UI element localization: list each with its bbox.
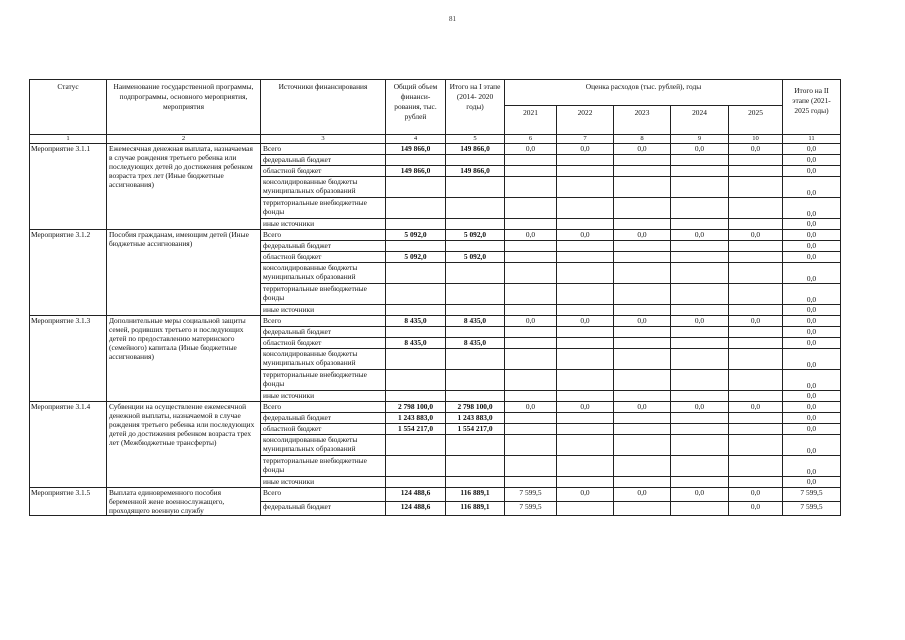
value-cell: 5 092,0	[386, 230, 446, 241]
value-cell	[505, 177, 557, 198]
value-cell	[671, 338, 729, 349]
financing-table	[29, 79, 841, 516]
table-body	[30, 135, 841, 516]
value-cell	[729, 370, 783, 391]
header-name: Наименование государственной программы, подпрограммы, основного мероприятия, мероприятия	[107, 80, 261, 135]
stage2-total-cell: 0,0	[783, 198, 841, 219]
source-label: консолидированные бюджеты муниципальных образований	[261, 177, 386, 198]
value-cell	[671, 284, 729, 305]
value-cell	[671, 349, 729, 370]
value-cell	[557, 305, 614, 316]
value-cell: 116 889,1	[446, 502, 505, 516]
header-year: 2022	[557, 106, 614, 135]
measure-name: Субвенции на осуществление ежемесячной денежной выплаты, назначаемой в случае рождения третьего ребенка или последующих детей до достижения ребенком возраста трех лет (Межбюджетные трансферты)	[107, 402, 261, 488]
value-cell	[557, 284, 614, 305]
value-cell: 149 866,0	[386, 166, 446, 177]
value-cell	[505, 166, 557, 177]
value-cell	[614, 502, 671, 516]
column-number: 1	[30, 135, 107, 144]
measure-status: Мероприятие 3.1.5	[30, 488, 107, 516]
column-number: 10	[729, 135, 783, 144]
value-cell	[557, 349, 614, 370]
table-row	[30, 402, 841, 413]
table-row	[30, 488, 841, 502]
value-cell	[729, 166, 783, 177]
value-cell	[671, 370, 729, 391]
value-cell: 0,0	[557, 144, 614, 155]
value-cell: 0,0	[671, 144, 729, 155]
value-cell	[446, 155, 505, 166]
header-year: 2024	[671, 106, 729, 135]
value-cell: 5 092,0	[446, 230, 505, 241]
value-cell	[557, 252, 614, 263]
value-cell	[614, 435, 671, 456]
source-label: территориальные внебюджетные фонды	[261, 198, 386, 219]
value-cell: 0,0	[614, 144, 671, 155]
measure-status: Мероприятие 3.1.4	[30, 402, 107, 488]
value-cell	[505, 349, 557, 370]
header-stage1: Итого на I этапе (2014- 2020 годы)	[446, 80, 505, 135]
value-cell	[729, 305, 783, 316]
stage2-total-cell: 0,0	[783, 144, 841, 155]
measure-name: Ежемесячная денежная выплата, назначаемая в случае рождения третьего ребенка или последующих детей до достижения ребенком возраста трех лет (Иные бюджетные ассигнования)	[107, 144, 261, 230]
value-cell: 0,0	[729, 402, 783, 413]
value-cell	[386, 241, 446, 252]
value-cell	[505, 413, 557, 424]
value-cell	[386, 305, 446, 316]
value-cell: 0,0	[614, 316, 671, 327]
value-cell: 0,0	[505, 144, 557, 155]
stage2-total-cell: 7 599,5	[783, 502, 841, 516]
source-label: областной бюджет	[261, 166, 386, 177]
value-cell: 2 798 100,0	[446, 402, 505, 413]
value-cell	[614, 177, 671, 198]
header-source: Источники финансирования	[261, 80, 386, 135]
measure-name: Выплата единовременного пособия беременной жене военнослужащего, проходящего военную службу	[107, 488, 261, 516]
value-cell: 0,0	[614, 230, 671, 241]
value-cell	[729, 252, 783, 263]
value-cell	[505, 241, 557, 252]
value-cell	[386, 327, 446, 338]
source-label: иные источники	[261, 219, 386, 230]
value-cell	[671, 477, 729, 488]
value-cell: 149 866,0	[446, 166, 505, 177]
source-label: областной бюджет	[261, 338, 386, 349]
value-cell	[614, 413, 671, 424]
value-cell	[614, 305, 671, 316]
header-estimate: Оценка расходов (тыс. рублей), годы	[505, 80, 783, 106]
stage2-total-cell: 0,0	[783, 370, 841, 391]
value-cell: 2 798 100,0	[386, 402, 446, 413]
value-cell	[671, 391, 729, 402]
value-cell	[729, 338, 783, 349]
column-number: 8	[614, 135, 671, 144]
header-year: 2025	[729, 106, 783, 135]
value-cell	[671, 166, 729, 177]
header-row	[30, 80, 841, 106]
value-cell	[557, 155, 614, 166]
stage2-total-cell: 0,0	[783, 252, 841, 263]
value-cell	[557, 219, 614, 230]
value-cell	[386, 177, 446, 198]
column-number: 4	[386, 135, 446, 144]
value-cell	[505, 477, 557, 488]
value-cell	[729, 284, 783, 305]
value-cell: 0,0	[505, 316, 557, 327]
value-cell: 149 866,0	[446, 144, 505, 155]
column-number: 9	[671, 135, 729, 144]
value-cell	[505, 456, 557, 477]
stage2-total-cell: 0,0	[783, 177, 841, 198]
value-cell	[557, 435, 614, 456]
value-cell	[729, 198, 783, 219]
value-cell	[614, 327, 671, 338]
value-cell	[671, 456, 729, 477]
measure-status: Мероприятие 3.1.2	[30, 230, 107, 316]
value-cell	[557, 370, 614, 391]
value-cell	[614, 424, 671, 435]
value-cell	[446, 284, 505, 305]
value-cell: 0,0	[729, 502, 783, 516]
value-cell	[614, 391, 671, 402]
value-cell	[505, 391, 557, 402]
value-cell	[614, 338, 671, 349]
value-cell	[614, 456, 671, 477]
page-number: 81	[449, 15, 456, 23]
value-cell: 0,0	[557, 402, 614, 413]
value-cell	[614, 198, 671, 219]
value-cell	[729, 349, 783, 370]
value-cell	[729, 177, 783, 198]
value-cell	[614, 349, 671, 370]
value-cell	[386, 219, 446, 230]
value-cell	[671, 413, 729, 424]
measure-status: Мероприятие 3.1.3	[30, 316, 107, 402]
source-label: Всего	[261, 488, 386, 502]
value-cell: 8 435,0	[446, 316, 505, 327]
measure-name: Дополнительные меры социальной защиты семей, родивших третьего и последующих детей по предоставлению материнского (семейного) капитала (Иные бюджетные ассигнования)	[107, 316, 261, 402]
value-cell	[614, 477, 671, 488]
value-cell	[614, 370, 671, 391]
value-cell	[729, 435, 783, 456]
column-number: 5	[446, 135, 505, 144]
value-cell: 0,0	[671, 488, 729, 502]
value-cell	[446, 305, 505, 316]
source-label: консолидированные бюджеты муниципальных образований	[261, 349, 386, 370]
value-cell	[729, 413, 783, 424]
measure-name: Пособия гражданам, имеющим детей (Иные бюджетные ассигнования)	[107, 230, 261, 316]
value-cell	[729, 424, 783, 435]
stage2-total-cell: 0,0	[783, 284, 841, 305]
table-row	[30, 316, 841, 327]
value-cell: 0,0	[729, 230, 783, 241]
value-cell: 1 243 883,0	[446, 413, 505, 424]
value-cell	[671, 219, 729, 230]
value-cell	[614, 166, 671, 177]
source-label: консолидированные бюджеты муниципальных образований	[261, 263, 386, 284]
source-label: Всего	[261, 316, 386, 327]
value-cell	[557, 424, 614, 435]
value-cell	[505, 155, 557, 166]
value-cell	[614, 155, 671, 166]
value-cell	[446, 477, 505, 488]
source-label: иные источники	[261, 391, 386, 402]
value-cell: 0,0	[557, 316, 614, 327]
value-cell	[446, 370, 505, 391]
stage2-total-cell: 0,0	[783, 424, 841, 435]
stage2-total-cell: 0,0	[783, 219, 841, 230]
header-stage2: Итого на II этапе (2021- 2025 годы)	[783, 80, 841, 135]
value-cell	[505, 424, 557, 435]
value-cell	[671, 435, 729, 456]
value-cell	[505, 263, 557, 284]
value-cell	[614, 263, 671, 284]
source-label: федеральный бюджет	[261, 241, 386, 252]
value-cell	[671, 198, 729, 219]
value-cell	[446, 391, 505, 402]
stage2-total-cell: 0,0	[783, 349, 841, 370]
value-cell	[671, 502, 729, 516]
source-label: федеральный бюджет	[261, 155, 386, 166]
value-cell	[505, 219, 557, 230]
column-number: 6	[505, 135, 557, 144]
source-label: иные источники	[261, 477, 386, 488]
value-cell	[557, 477, 614, 488]
column-number: 11	[783, 135, 841, 144]
value-cell	[557, 327, 614, 338]
value-cell: 8 435,0	[446, 338, 505, 349]
value-cell	[557, 502, 614, 516]
value-cell	[386, 263, 446, 284]
value-cell	[671, 327, 729, 338]
stage2-total-cell: 0,0	[783, 477, 841, 488]
source-label: территориальные внебюджетные фонды	[261, 456, 386, 477]
value-cell	[729, 263, 783, 284]
value-cell: 5 092,0	[446, 252, 505, 263]
value-cell: 1 554 217,0	[386, 424, 446, 435]
value-cell	[557, 456, 614, 477]
value-cell: 8 435,0	[386, 338, 446, 349]
source-label: территориальные внебюджетные фонды	[261, 370, 386, 391]
value-cell	[614, 284, 671, 305]
stage2-total-cell: 0,0	[783, 338, 841, 349]
value-cell: 124 488,6	[386, 502, 446, 516]
stage2-total-cell: 0,0	[783, 413, 841, 424]
value-cell: 0,0	[614, 488, 671, 502]
value-cell: 0,0	[671, 230, 729, 241]
value-cell	[446, 456, 505, 477]
stage2-total-cell: 0,0	[783, 327, 841, 338]
source-label: Всего	[261, 144, 386, 155]
value-cell	[729, 391, 783, 402]
value-cell: 0,0	[729, 144, 783, 155]
value-cell	[557, 241, 614, 252]
value-cell	[386, 391, 446, 402]
value-cell	[729, 456, 783, 477]
header-status: Статус	[30, 80, 107, 135]
value-cell	[386, 435, 446, 456]
value-cell	[671, 155, 729, 166]
value-cell: 1 243 883,0	[386, 413, 446, 424]
value-cell	[729, 155, 783, 166]
source-label: областной бюджет	[261, 252, 386, 263]
table-row	[30, 144, 841, 155]
column-number-row	[30, 135, 841, 144]
value-cell	[386, 349, 446, 370]
value-cell: 116 889,1	[446, 488, 505, 502]
value-cell: 0,0	[505, 230, 557, 241]
value-cell	[729, 219, 783, 230]
source-label: иные источники	[261, 305, 386, 316]
value-cell	[386, 284, 446, 305]
value-cell	[557, 391, 614, 402]
stage2-total-cell: 0,0	[783, 241, 841, 252]
value-cell: 7 599,5	[505, 502, 557, 516]
value-cell	[446, 435, 505, 456]
value-cell	[557, 263, 614, 284]
value-cell	[446, 198, 505, 219]
value-cell	[446, 327, 505, 338]
value-cell	[446, 177, 505, 198]
header-year: 2023	[614, 106, 671, 135]
value-cell	[386, 370, 446, 391]
value-cell	[557, 166, 614, 177]
financing-table-wrapper	[29, 79, 841, 516]
value-cell: 124 488,6	[386, 488, 446, 502]
value-cell: 0,0	[729, 488, 783, 502]
value-cell	[386, 198, 446, 219]
value-cell	[557, 198, 614, 219]
value-cell: 5 092,0	[386, 252, 446, 263]
column-number: 7	[557, 135, 614, 144]
stage2-total-cell: 7 599,5	[783, 488, 841, 502]
column-number: 2	[107, 135, 261, 144]
stage2-total-cell: 0,0	[783, 391, 841, 402]
stage2-total-cell: 0,0	[783, 456, 841, 477]
value-cell	[729, 241, 783, 252]
source-label: Всего	[261, 230, 386, 241]
value-cell: 0,0	[505, 402, 557, 413]
value-cell	[614, 241, 671, 252]
header-total: Общий объем финанси- рования, тыс. рублей	[386, 80, 446, 135]
value-cell	[446, 241, 505, 252]
stage2-total-cell: 0,0	[783, 305, 841, 316]
value-cell: 0,0	[557, 230, 614, 241]
value-cell	[386, 477, 446, 488]
value-cell: 0,0	[729, 316, 783, 327]
value-cell	[505, 338, 557, 349]
value-cell	[386, 456, 446, 477]
value-cell	[614, 252, 671, 263]
table-row	[30, 230, 841, 241]
value-cell	[505, 435, 557, 456]
value-cell: 149 866,0	[386, 144, 446, 155]
source-label: Всего	[261, 402, 386, 413]
stage2-total-cell: 0,0	[783, 166, 841, 177]
value-cell	[671, 424, 729, 435]
stage2-total-cell: 0,0	[783, 316, 841, 327]
value-cell	[386, 155, 446, 166]
stage2-total-cell: 0,0	[783, 155, 841, 166]
stage2-total-cell: 0,0	[783, 402, 841, 413]
value-cell	[557, 413, 614, 424]
value-cell	[671, 177, 729, 198]
value-cell	[614, 219, 671, 230]
value-cell	[505, 198, 557, 219]
value-cell: 0,0	[614, 402, 671, 413]
value-cell	[729, 327, 783, 338]
value-cell: 1 554 217,0	[446, 424, 505, 435]
value-cell	[446, 349, 505, 370]
value-cell: 0,0	[671, 402, 729, 413]
source-label: консолидированные бюджеты муниципальных образований	[261, 435, 386, 456]
source-label: федеральный бюджет	[261, 327, 386, 338]
stage2-total-cell: 0,0	[783, 230, 841, 241]
value-cell	[671, 305, 729, 316]
value-cell	[505, 327, 557, 338]
source-label: федеральный бюджет	[261, 502, 386, 516]
value-cell	[505, 252, 557, 263]
source-label: областной бюджет	[261, 424, 386, 435]
value-cell	[729, 477, 783, 488]
source-label: территориальные внебюджетные фонды	[261, 284, 386, 305]
value-cell	[446, 263, 505, 284]
stage2-total-cell: 0,0	[783, 263, 841, 284]
value-cell	[671, 241, 729, 252]
value-cell: 0,0	[671, 316, 729, 327]
header-year: 2021	[505, 106, 557, 135]
value-cell: 8 435,0	[386, 316, 446, 327]
value-cell	[505, 284, 557, 305]
value-cell	[557, 177, 614, 198]
value-cell	[505, 370, 557, 391]
value-cell	[446, 219, 505, 230]
value-cell	[557, 338, 614, 349]
value-cell: 7 599,5	[505, 488, 557, 502]
source-label: федеральный бюджет	[261, 413, 386, 424]
value-cell	[505, 305, 557, 316]
stage2-total-cell: 0,0	[783, 435, 841, 456]
measure-status: Мероприятие 3.1.1	[30, 144, 107, 230]
value-cell	[671, 263, 729, 284]
value-cell: 0,0	[557, 488, 614, 502]
value-cell	[671, 252, 729, 263]
column-number: 3	[261, 135, 386, 144]
